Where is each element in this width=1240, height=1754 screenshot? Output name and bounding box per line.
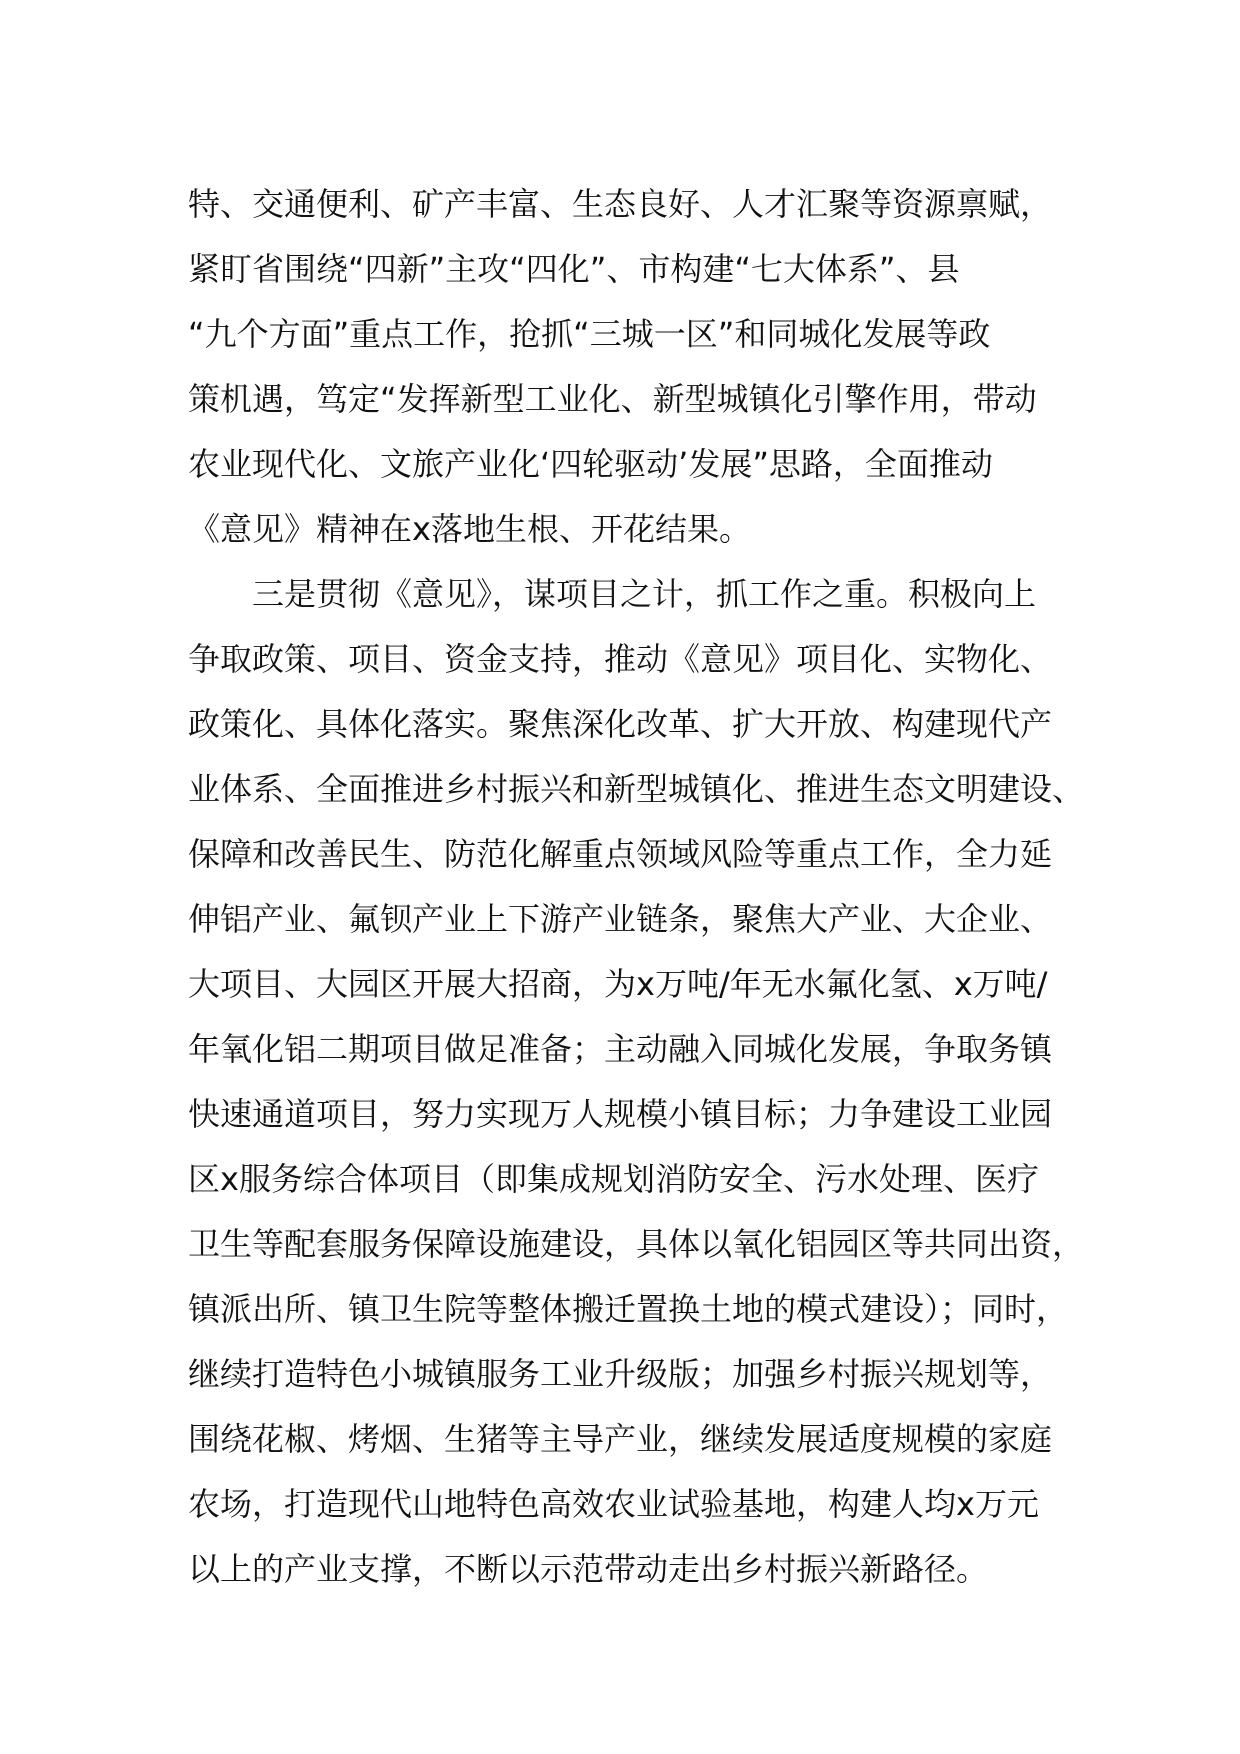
text-line: 卫生等配套服务保障设施建设，具体以氧化铝园区等共同出资， [188,1225,1085,1263]
text-line: 特、交通便利、矿产丰富、生态良好、人才汇聚等资源禀赋， [188,185,1053,223]
text-line: 伸铝产业、氟钡产业上下游产业链条，聚焦大产业、大企业、 [188,900,1053,938]
text-line: 快速通道项目，努力实现万人规模小镇目标；力争建设工业园 [188,1095,1053,1133]
text-line: 区x服务综合体项目（即集成规划消防安全、污水处理、医疗 [188,1160,1039,1198]
text-line: 争取政策、项目、资金支持，推动《意见》项目化、实物化、 [188,640,1053,678]
text-line: 政策化、具体化落实。聚焦深化改革、扩大开放、构建现代产 [188,705,1053,743]
text-line: 大项目、大园区开展大招商，为x万吨/年无水氟化氢、x万吨/ [188,965,1048,1003]
text-line: 农场，打造现代山地特色高效农业试验基地，构建人均x万元 [188,1485,1039,1523]
text-line: 镇派出所、镇卫生院等整体搬迁置换土地的模式建设）；同时， [188,1290,1069,1328]
body-text [188,172,1088,1602]
text-line: 围绕花椒、烤烟、生猪等主导产业，继续发展适度规模的家庭 [188,1420,1053,1458]
paragraph-start-line: 三是贯彻《意见》，谋项目之计，抓工作之重。积极向上 [252,575,1037,613]
text-line: 业体系、全面推进乡村振兴和新型城镇化、推进生态文明建设、 [188,770,1085,808]
text-line: “九个方面”重点工作，抢抓“三城一区”和同城化发展等政 [188,315,991,353]
text-line: 策机遇，笃定“发挥新型工业化、新型城镇化引擎作用，带动 [188,380,1037,418]
text-line: 农业现代化、文旅产业化‘四轮驱动’发展”思路，全面推动 [188,445,993,483]
text-line: 保障和改善民生、防范化解重点领域风险等重点工作，全力延 [188,835,1053,873]
text-line: 紧盯省围绕“四新”主攻“四化”、市构建“七大体系”、县 [188,250,960,288]
text-line: 以上的产业支撑，不断以示范带动走出乡村振兴新路径。 [188,1550,989,1588]
text-line: 继续打造特色小城镇服务工业升级版；加强乡村振兴规划等， [188,1355,1053,1393]
text-line: 年氧化铝二期项目做足准备；主动融入同城化发展，争取务镇 [188,1030,1053,1068]
text-line: 《意见》精神在x落地生根、开花结果。 [188,510,751,548]
